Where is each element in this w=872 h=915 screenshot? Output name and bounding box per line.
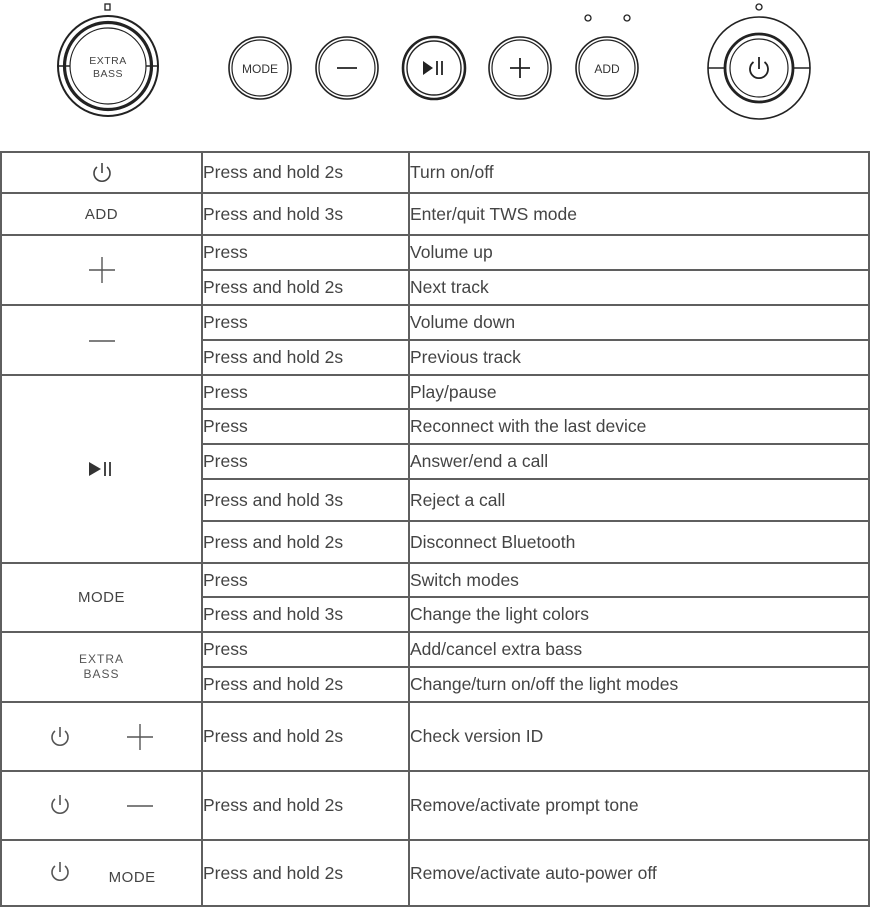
action-cell: Press and hold 2s <box>202 270 409 305</box>
minus-icon <box>86 336 118 346</box>
key-cell-minus <box>1 305 202 375</box>
table-row <box>1 235 869 270</box>
table-row <box>1 193 869 235</box>
function-cell: Reconnect with the last device <box>409 409 869 444</box>
extra-bass-label-bottom: BASS <box>83 667 120 681</box>
action-cell: Press <box>202 632 409 667</box>
function-cell: Next track <box>409 270 869 305</box>
table-row <box>1 702 869 771</box>
action-cell: Press and hold 2s <box>202 521 409 563</box>
function-cell: Answer/end a call <box>409 444 869 479</box>
plus-icon <box>124 721 156 753</box>
action-cell: Press and hold 2s <box>202 667 409 702</box>
mode-label: MODE <box>108 868 156 886</box>
action-cell: Press and hold 3s <box>202 597 409 632</box>
key-cell-plus <box>1 235 202 305</box>
function-cell: Check version ID <box>409 702 869 771</box>
action-cell: Press <box>202 563 409 597</box>
table-row <box>1 375 869 409</box>
minus-icon <box>124 794 156 818</box>
table-row <box>1 771 869 840</box>
action-cell: Press and hold 2s <box>202 340 409 375</box>
function-cell: Add/cancel extra bass <box>409 632 869 667</box>
play-pause-icon <box>423 61 442 75</box>
power-icon <box>89 161 115 185</box>
mode-button-text: MODE <box>242 62 278 76</box>
add-button[interactable] <box>576 15 638 99</box>
key-cell-power-mode <box>1 840 202 906</box>
extra-bass-label <box>79 652 124 682</box>
function-cell: Switch modes <box>409 563 869 597</box>
function-cell: Previous track <box>409 340 869 375</box>
action-cell: Press <box>202 235 409 270</box>
key-cell-power <box>1 152 202 193</box>
function-cell: Volume down <box>409 305 869 340</box>
function-cell: Volume up <box>409 235 869 270</box>
power-icon <box>750 57 768 78</box>
power-button[interactable] <box>708 4 810 119</box>
extra-bass-top-text: EXTRA <box>89 55 127 67</box>
action-cell: Press <box>202 444 409 479</box>
function-cell: Remove/activate auto-power off <box>409 840 869 906</box>
play-pause-icon <box>88 460 116 478</box>
table-row <box>1 305 869 340</box>
plus-icon <box>510 58 530 78</box>
function-cell: Turn on/off <box>409 152 869 193</box>
function-cell: Play/pause <box>409 375 869 409</box>
function-cell: Disconnect Bluetooth <box>409 521 869 563</box>
power-icon <box>47 725 73 749</box>
key-cell-extra-bass <box>1 632 202 702</box>
key-cell-mode: MODE <box>1 563 202 632</box>
power-icon <box>47 860 73 884</box>
plus-icon <box>86 254 118 286</box>
action-cell: Press and hold 2s <box>202 840 409 906</box>
function-cell: Remove/activate prompt tone <box>409 771 869 840</box>
controls-table <box>0 151 870 907</box>
extra-bass-bottom-text: BASS <box>92 68 124 80</box>
function-cell: Reject a call <box>409 479 869 521</box>
action-cell: Press <box>202 375 409 409</box>
action-cell: Press and hold 2s <box>202 702 409 771</box>
mode-button[interactable] <box>229 37 291 99</box>
extra-bass-button[interactable] <box>58 4 158 116</box>
key-cell-power-minus <box>1 771 202 840</box>
function-cell: Change/turn on/off the light modes <box>409 667 869 702</box>
button-panel-illustration <box>0 0 872 130</box>
extra-bass-label-top: EXTRA <box>78 652 124 666</box>
table-row <box>1 632 869 667</box>
action-cell: Press and hold 2s <box>202 771 409 840</box>
minus-button[interactable] <box>316 37 378 99</box>
key-cell-power-plus <box>1 702 202 771</box>
play-pause-button[interactable] <box>403 37 465 99</box>
action-cell: Press and hold 3s <box>202 479 409 521</box>
action-cell: Press and hold 3s <box>202 193 409 235</box>
table-row <box>1 840 869 906</box>
power-icon <box>47 793 73 817</box>
function-cell: Change the light colors <box>409 597 869 632</box>
action-cell: Press and hold 2s <box>202 152 409 193</box>
action-cell: Press <box>202 409 409 444</box>
key-cell-add: ADD <box>1 193 202 235</box>
add-button-text: ADD <box>594 62 620 76</box>
table-row <box>1 152 869 193</box>
action-cell: Press <box>202 305 409 340</box>
key-cell-play-pause <box>1 375 202 563</box>
plus-button[interactable] <box>489 37 551 99</box>
table-row <box>1 563 869 597</box>
function-cell: Enter/quit TWS mode <box>409 193 869 235</box>
